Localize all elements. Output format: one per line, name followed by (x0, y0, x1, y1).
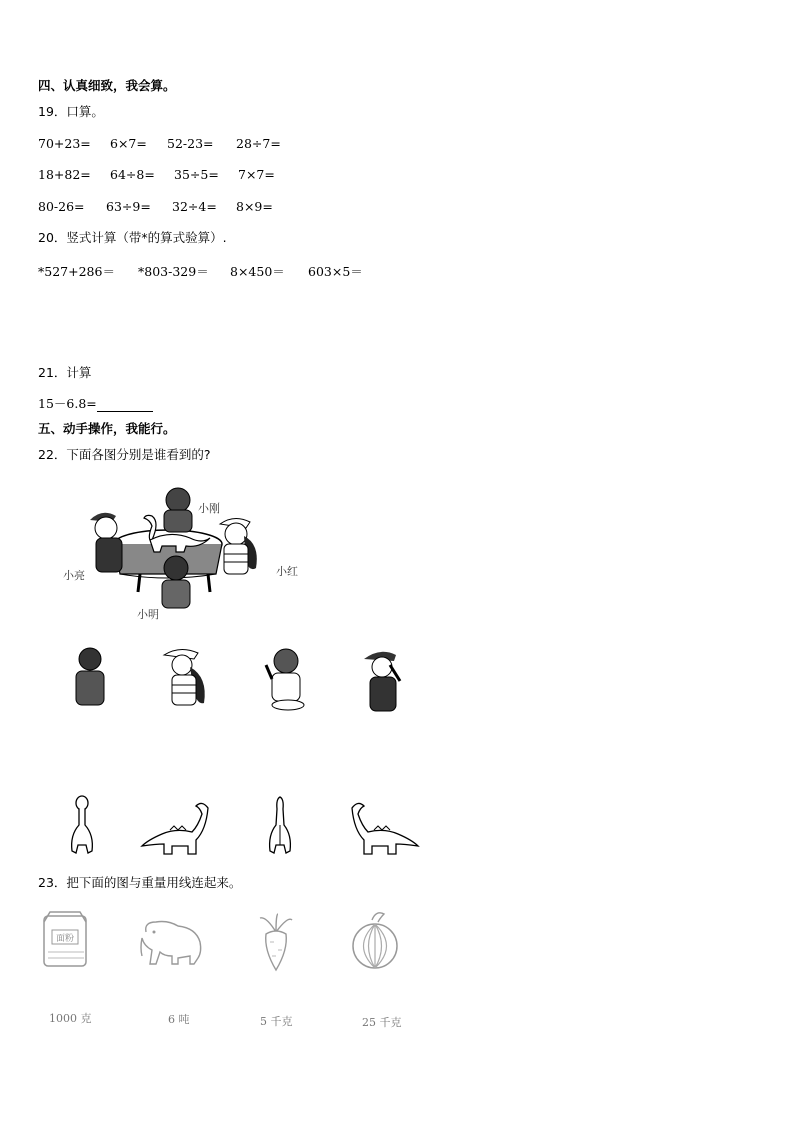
calc-item: *527+286＝ (38, 264, 115, 279)
label-xiaoming: 小明 (137, 608, 159, 621)
calc-item: 18+82= (38, 167, 91, 182)
calc-item: 32÷4= (172, 199, 217, 214)
answer-blank[interactable] (97, 399, 153, 412)
calc-item: 8×450＝ (230, 264, 285, 279)
calc-item: 35÷5= (174, 167, 219, 182)
label-xiaogang: 小刚 (198, 502, 220, 515)
radish-image (256, 912, 296, 972)
q22-title: 22．下面各图分别是谁看到的? (38, 447, 211, 462)
section-4-title: 四、认真细致，我会算。 (38, 78, 176, 93)
calc-item: *803-329＝ (138, 264, 209, 279)
calc-item: 603×5＝ (308, 264, 363, 279)
section-5-title: 五、动手操作，我能行。 (38, 421, 176, 436)
elephant-image (138, 918, 206, 968)
dinosaur-side-view-left-image (140, 800, 220, 858)
person-front-view-image (262, 645, 310, 713)
flour-bag-image (40, 910, 92, 970)
calc-item: 80-26= (38, 199, 85, 214)
person-girl-side-view-image (158, 645, 214, 709)
q23-title: 23．把下面的图与重量用线连起来。 (38, 875, 242, 890)
dinosaur-front-view-image (62, 795, 102, 859)
label-xiaoliang: 小亮 (63, 569, 85, 582)
weight-label: 5 千克 (260, 1015, 293, 1028)
calc-item: 70+23= (38, 136, 91, 151)
label-xiaohong: 小红 (276, 565, 298, 578)
dinosaur-back-view-image (262, 795, 298, 859)
watermelon-image (350, 908, 400, 972)
weight-label: 25 千克 (362, 1016, 402, 1029)
q21-expr: 15－6.8= (38, 396, 97, 411)
q20-title: 20．竖式计算（带*的算式验算）. (38, 230, 227, 245)
observation-scene-image (60, 482, 310, 632)
calc-item: 28÷7= (236, 136, 281, 151)
calc-item: 64÷8= (110, 167, 155, 182)
person-back-view-image (70, 645, 110, 709)
calc-item: 52-23= (167, 136, 214, 151)
dinosaur-side-view-right-image (340, 800, 420, 858)
q21-title: 21．计算 (38, 365, 92, 380)
person-cap-side-view-image (360, 645, 404, 715)
calc-item: 7×7= (238, 167, 275, 182)
q19-title: 19．口算。 (38, 104, 104, 119)
calc-item: 6×7= (110, 136, 147, 151)
weight-label: 6 吨 (168, 1013, 190, 1026)
calc-item: 8×9= (236, 199, 273, 214)
weight-label: 1000 克 (49, 1012, 92, 1025)
flour-bag-text: 面粉 (55, 934, 75, 944)
calc-item: 63÷9= (106, 199, 151, 214)
q21-expression (38, 396, 153, 412)
